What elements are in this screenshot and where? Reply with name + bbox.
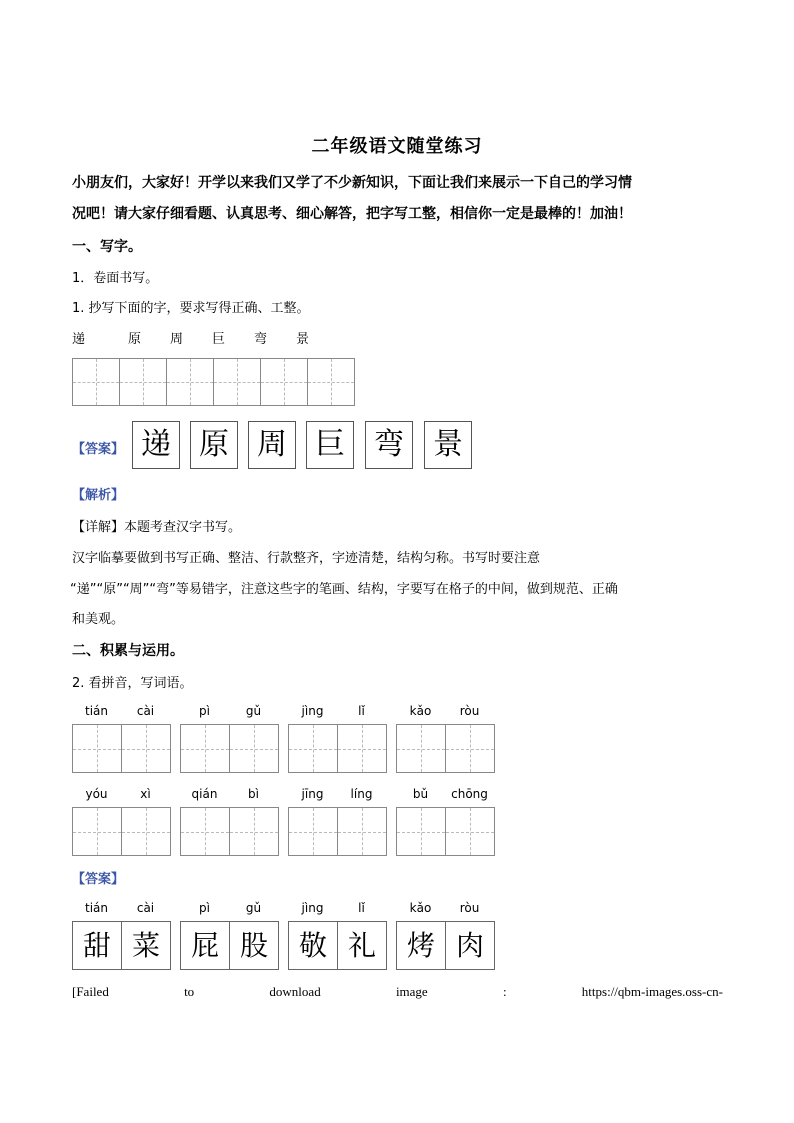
pinyin: tián xyxy=(85,901,108,915)
writing-grid xyxy=(72,358,354,406)
writing-cell[interactable] xyxy=(229,724,279,773)
pinyin: ròu xyxy=(459,901,480,915)
writing-cell[interactable] xyxy=(396,807,446,856)
answer-char: 烤 xyxy=(396,921,446,970)
pinyin: jìng xyxy=(301,901,324,915)
failed-word: download xyxy=(269,984,321,999)
intro-line-2: 况吧！请大家仔细看题、认真思考、细心解答，把字写工整，相信你一定是最棒的！加油！ xyxy=(72,206,632,222)
failed-word: [Failed xyxy=(72,984,109,999)
intro-line-1: 小朋友们，大家好！开学以来我们又学了不少新知识，下面让我们来展示一下自己的学习情 xyxy=(72,175,632,191)
section2-question: 2. 看拼音，写词语。 xyxy=(72,676,193,691)
answer-char: 原 xyxy=(190,421,238,469)
pinyin: kǎo xyxy=(409,901,432,915)
pinyin: ròu xyxy=(459,704,480,718)
pinyin-group xyxy=(396,787,494,856)
pinyin: yóu xyxy=(85,787,108,801)
writing-cell[interactable] xyxy=(337,807,387,856)
answer-char: 景 xyxy=(424,421,472,469)
pinyin: cài xyxy=(136,901,155,915)
writing-cell[interactable] xyxy=(121,807,171,856)
section2-heading: 二、积累与运用。 xyxy=(72,643,184,659)
answer-group xyxy=(288,901,386,970)
analysis-para: “递”“原”“周”“弯”等易错字，注意这些字的笔画、结构，字要写在格子的中间，做到规范、正确 xyxy=(70,582,618,597)
writing-cell[interactable] xyxy=(166,358,214,406)
section1-heading: 一、写字。 xyxy=(72,239,142,255)
writing-cell[interactable] xyxy=(213,358,261,406)
pinyin-group xyxy=(288,787,386,856)
pinyin-group xyxy=(72,704,170,773)
pinyin: gǔ xyxy=(245,901,262,915)
pinyin: líng xyxy=(350,787,373,801)
char-label: 巨 xyxy=(212,332,226,347)
writing-cell[interactable] xyxy=(72,358,120,406)
pinyin: pì xyxy=(199,704,210,718)
writing-cell[interactable] xyxy=(121,724,171,773)
pinyin-group xyxy=(396,704,494,773)
detail-tag: 【详解】 xyxy=(72,520,125,535)
writing-cell[interactable] xyxy=(180,807,230,856)
answer-char: 甜 xyxy=(72,921,122,970)
pinyin: qián xyxy=(191,787,218,801)
pinyin: kǎo xyxy=(409,704,432,718)
failed-word: : xyxy=(502,984,507,999)
char-label: 周 xyxy=(170,332,184,347)
answer-char: 屁 xyxy=(180,921,230,970)
pinyin: pì xyxy=(199,901,210,915)
pinyin: lǐ xyxy=(358,901,365,915)
writing-cell[interactable] xyxy=(396,724,446,773)
writing-cell[interactable] xyxy=(337,724,387,773)
writing-cell[interactable] xyxy=(72,807,122,856)
failed-word: to xyxy=(184,984,195,999)
answer-tag: 【答案】 xyxy=(72,872,125,887)
pinyin: lǐ xyxy=(358,704,365,718)
detail-line xyxy=(72,516,241,535)
failed-url[interactable]: https://qbm-images.oss-cn- xyxy=(581,984,723,999)
answer-char: 菜 xyxy=(121,921,171,970)
writing-cell[interactable] xyxy=(119,358,167,406)
pinyin: xì xyxy=(140,787,151,801)
pinyin: tián xyxy=(85,704,108,718)
answer-tag: 【答案】 xyxy=(72,442,125,457)
answer-char: 肉 xyxy=(445,921,495,970)
answer-group xyxy=(180,901,278,970)
writing-cell[interactable] xyxy=(307,358,355,406)
writing-cell[interactable] xyxy=(288,807,338,856)
writing-cell[interactable] xyxy=(260,358,308,406)
char-label: 弯 xyxy=(254,332,268,347)
page-title: 二年级语文随堂练习 xyxy=(311,136,483,157)
analysis-para: 和美观。 xyxy=(72,612,125,627)
failed-word: image xyxy=(395,984,428,999)
pinyin: cài xyxy=(136,704,155,718)
answer-group xyxy=(396,901,494,970)
writing-cell[interactable] xyxy=(445,807,495,856)
pinyin: bǔ xyxy=(412,787,429,801)
answer-char: 敬 xyxy=(288,921,338,970)
char-label: 原 xyxy=(128,332,142,347)
char-label: 景 xyxy=(296,332,310,347)
answer-char: 周 xyxy=(248,421,296,469)
pinyin: chōng xyxy=(451,787,488,801)
pinyin: jìng xyxy=(301,704,324,718)
answer-char: 礼 xyxy=(337,921,387,970)
writing-cell[interactable] xyxy=(445,724,495,773)
section1-question: 1. 抄写下面的字，要求写得正确、工整。 xyxy=(72,301,310,316)
pinyin-group xyxy=(180,787,278,856)
writing-cell[interactable] xyxy=(180,724,230,773)
writing-cell[interactable] xyxy=(288,724,338,773)
pinyin: bì xyxy=(248,787,259,801)
char-label: 递 xyxy=(72,332,86,347)
pinyin: jīng xyxy=(301,787,324,801)
answer-char: 股 xyxy=(229,921,279,970)
answer-group xyxy=(72,901,170,970)
answer-char: 弯 xyxy=(365,421,413,469)
answer-char: 递 xyxy=(132,421,180,469)
section1-sub: 1．卷面书写。 xyxy=(72,271,159,286)
analysis-para: 汉字临摹要做到书写正确、整洁、行款整齐，字迹清楚，结构匀称。书写时要注意 xyxy=(72,551,541,566)
pinyin-group xyxy=(72,787,170,856)
analysis-tag: 【解析】 xyxy=(72,488,125,503)
pinyin-group xyxy=(180,704,278,773)
pinyin: gǔ xyxy=(245,704,262,718)
detail-text: 本题考查汉字书写。 xyxy=(124,520,242,535)
failed-image-notice xyxy=(72,984,723,1000)
writing-cell[interactable] xyxy=(229,807,279,856)
pinyin-group xyxy=(288,704,386,773)
answer-char: 巨 xyxy=(306,421,354,469)
writing-cell[interactable] xyxy=(72,724,122,773)
